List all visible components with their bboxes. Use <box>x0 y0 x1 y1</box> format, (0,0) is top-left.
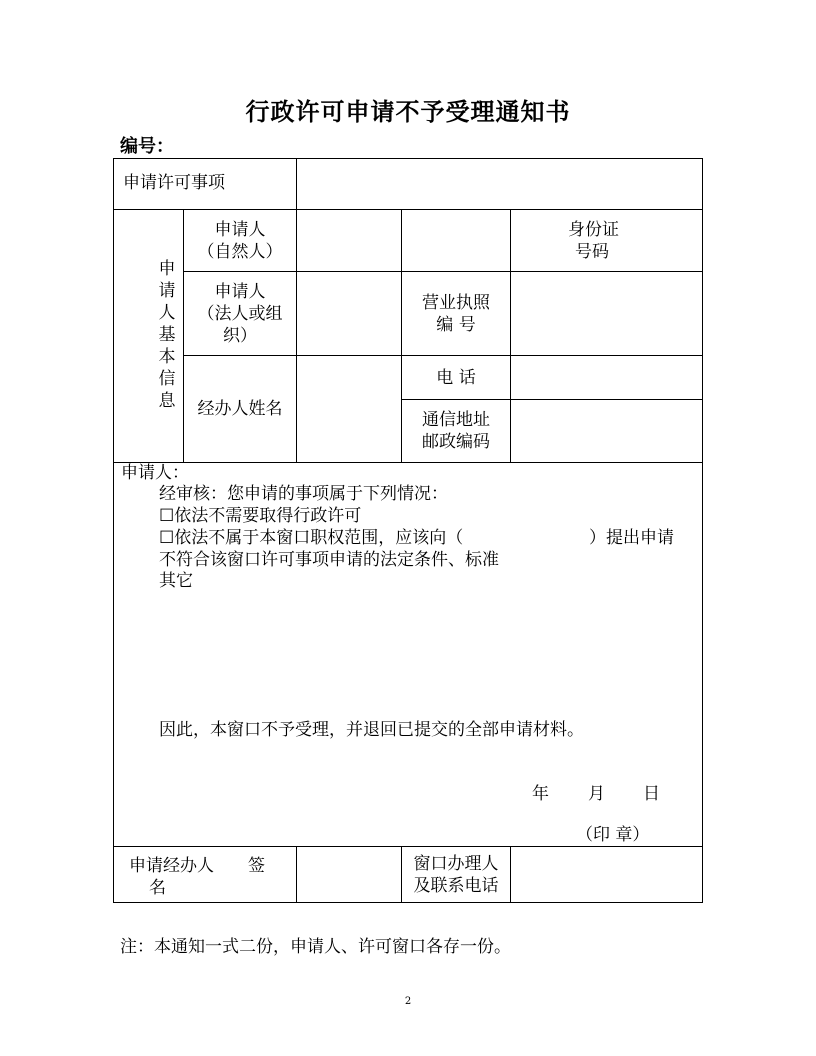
date-month: 月 <box>588 784 605 804</box>
applicant-info-label-char: 本 <box>158 347 176 367</box>
address-label-line1: 通信地址 <box>422 410 490 430</box>
address-postcode-label <box>402 400 510 462</box>
agent-name-field[interactable] <box>297 356 401 462</box>
option-out-of-jurisdiction[interactable]: ☐依法不属于本窗口职权范围，应该向（ <box>159 528 464 548</box>
applicant-info-label-char: 基 <box>158 325 176 345</box>
legal-person-field[interactable] <box>297 272 401 355</box>
table-border-left <box>113 158 114 903</box>
date-year: 年 <box>532 784 549 804</box>
conclusion-text: 因此，本窗口不予受理，并退回已提交的全部申请材料。 <box>159 720 584 740</box>
applicant-info-label-char: 信 <box>158 369 176 389</box>
applicant-info-label-char: 请 <box>158 281 176 301</box>
id-number-field[interactable] <box>511 210 702 271</box>
business-license-label <box>402 272 510 355</box>
option-no-permit-needed[interactable]: ☐依法不需要取得行政许可 <box>159 506 362 526</box>
applicant-info-label-char: 人 <box>158 303 176 323</box>
window-handler-field[interactable] <box>511 847 702 902</box>
serial-number-label: 编号： <box>120 136 174 157</box>
option-not-meet-conditions[interactable]: 不符合该窗口许可事项申请的法定条件、标准 <box>159 550 499 570</box>
document-title: 行政许可申请不予受理通知书 <box>245 98 571 126</box>
applicant-agent-sign-label-line2: 名 <box>149 878 166 898</box>
legal-person-label-line2: （法人或组 <box>197 303 283 324</box>
date-day: 日 <box>643 784 660 804</box>
agent-name-label: 经办人姓名 <box>197 399 283 419</box>
natural-person-label-line2: （自然人） <box>197 241 283 262</box>
window-handler-label-line1: 窗口办理人 <box>413 853 499 874</box>
address-postcode-field[interactable] <box>511 400 702 462</box>
page-number: 2 <box>404 996 412 1007</box>
phone-field[interactable] <box>511 356 702 399</box>
legal-person-label-line3: 织） <box>223 325 257 346</box>
applicant-agent-sign-label-line1: 申请经办人 签 <box>129 856 265 876</box>
review-intro: 经审核：您申请的事项属于下列情况： <box>159 484 448 504</box>
window-handler-label-line2: 及联系电话 <box>413 875 499 896</box>
business-license-label-line2: 编 号 <box>436 314 476 335</box>
id-number-label-line1: 身份证 <box>568 219 619 240</box>
applicant-info-label <box>156 258 178 412</box>
applicant-info-label-char: 息 <box>158 391 176 411</box>
table-border-bottom <box>113 902 703 903</box>
option-out-of-jurisdiction-end: ）提出申请 <box>589 528 674 548</box>
table-border-right <box>702 158 703 903</box>
applicant-info-label-char: 申 <box>158 259 176 279</box>
postcode-label-line2: 邮政编码 <box>422 432 490 452</box>
window-handler-label <box>402 847 510 902</box>
application-item-label: 申请许可事项 <box>123 173 225 193</box>
applicant-agent-signature-field[interactable] <box>297 847 401 902</box>
legal-person-label-line1: 申请人 <box>214 281 266 302</box>
seal-label: （印 章） <box>576 825 650 845</box>
footnote: 注：本通知一式二份，申请人、许可窗口各存一份。 <box>120 937 511 957</box>
row-divider <box>113 462 703 463</box>
business-license-label-line1: 营业执照 <box>422 292 490 313</box>
option-other[interactable]: 其它 <box>159 571 193 591</box>
addressee-label: 申请人： <box>121 463 189 483</box>
natural-person-label-line1: 申请人 <box>214 219 266 240</box>
business-license-field[interactable] <box>511 272 702 355</box>
notice-form <box>113 158 703 903</box>
natural-person-label <box>184 210 296 271</box>
application-item-field[interactable] <box>297 159 702 209</box>
legal-person-label <box>184 272 296 355</box>
id-number-label-line2: 号码 <box>575 241 609 262</box>
phone-label: 电 话 <box>436 367 476 388</box>
natural-person-field[interactable] <box>297 210 401 271</box>
